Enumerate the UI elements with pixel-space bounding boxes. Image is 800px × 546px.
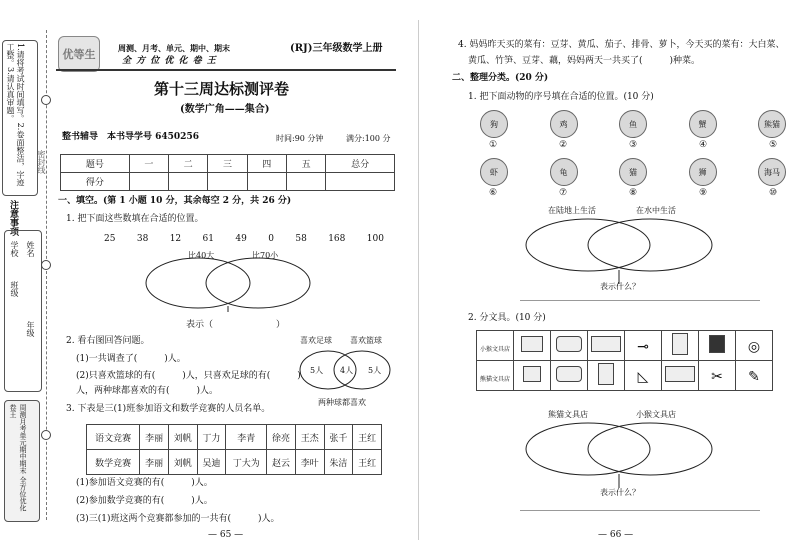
store-cell-panda [477, 361, 514, 391]
notes-box [2, 40, 38, 196]
binding-strip [0, 0, 50, 546]
venn-diagram-numbers [140, 250, 320, 312]
stationery-grid [476, 330, 773, 391]
pencil-icon: ✎ [736, 361, 773, 391]
score-cell[interactable] [286, 173, 325, 191]
score-cell[interactable] [208, 173, 247, 191]
animal-number: ⑧ [628, 188, 638, 198]
field-name: 姓名 [26, 241, 35, 257]
venn2-left-label: 喜欢足球 [300, 336, 332, 345]
punch-hole [41, 95, 51, 105]
r-q1-text: 1. 把下面动物的序号填在合适的位置。(10 分) [468, 92, 654, 102]
competition-table [86, 424, 382, 475]
pencil-case-icon [662, 361, 699, 391]
field-school: 学校 [10, 241, 19, 257]
animal-number: ③ [628, 140, 638, 150]
animal-number: ② [558, 140, 568, 150]
score-header: 二 [169, 155, 208, 173]
table-cell: 刘帆 [168, 425, 197, 450]
brand-text: 周测月考单元期中期末 全方位优化卷王 [9, 404, 27, 512]
table-row [477, 361, 773, 391]
tape-icon: ◎ [736, 331, 773, 361]
q2a-text: (1)一共调查了( )人。 [76, 354, 186, 364]
venn-animals-question: 表示什么？ [600, 282, 640, 291]
number-row [104, 234, 384, 245]
page-title: 第十三周达标测评卷 [154, 80, 290, 98]
venn-diagram-stores [520, 422, 720, 492]
book-icon [588, 361, 625, 391]
venn1-right-label: 比70小 [252, 251, 279, 260]
score-header: 题号 [61, 155, 130, 173]
table-cell: 数学竞赛 [87, 450, 140, 475]
q2-text: 2. 看右图回答问题。 [66, 336, 150, 346]
r-q2-text: 2. 分文具。(10 分) [468, 313, 546, 323]
q2b-line2: 人，两种球都喜欢的有( )人。 [76, 386, 219, 396]
time-label: 时间:90 分钟 [276, 134, 324, 143]
q3c-text: (3)三(1)班这两个竞赛都参加的一共有( )人。 [76, 514, 280, 524]
answer-line[interactable] [520, 300, 760, 301]
score-cell[interactable] [129, 173, 168, 191]
table-cell: 朱洁 [324, 450, 353, 475]
score-cell[interactable] [247, 173, 286, 191]
animal-number: ⑦ [558, 188, 568, 198]
subtitle: 全 方 位 优 化 卷 王 [122, 56, 217, 66]
venn2-left-value: 5人 [310, 366, 324, 375]
score-header: 总分 [326, 155, 395, 173]
number-item: 0 [268, 234, 274, 244]
ruler-triangle-icon: ◺ [625, 361, 662, 391]
score-header: 四 [247, 155, 286, 173]
punch-hole [41, 430, 51, 440]
animal-row-2 [480, 158, 786, 186]
page-gutter [418, 20, 419, 540]
q1-text: 1. 把下面这些数填在合适的位置。 [66, 214, 204, 224]
q3-text: 3. 下表是三(1)班参加语文和数学竞赛的人员名单。 [66, 404, 271, 414]
brand-box [4, 400, 40, 522]
table-cell: 李叶 [295, 450, 324, 475]
fish-icon: 鱼 [619, 110, 647, 138]
table-row [87, 450, 382, 475]
score-row-label: 得分 [61, 173, 130, 191]
venn2-mid-value: 4人 [340, 366, 354, 375]
venn-land-label: 在陆地上生活 [548, 206, 596, 215]
table-cell: 李青 [226, 425, 267, 450]
animal-number: ⑨ [698, 188, 708, 198]
table-cell: 丁力 [197, 425, 226, 450]
table-cell: 王红 [353, 450, 382, 475]
animal-num-row-1 [480, 140, 786, 150]
sharpener-icon [514, 361, 551, 391]
field-class: 班级 [10, 281, 19, 297]
eraser-icon [551, 361, 588, 391]
number-item: 168 [328, 234, 346, 244]
venn2-bottom-label: 两种球都喜欢 [318, 398, 366, 407]
crab-icon: 蟹 [689, 110, 717, 138]
venn2-right-label: 喜欢篮球 [350, 336, 382, 345]
score-table [60, 154, 395, 191]
score-header: 一 [129, 155, 168, 173]
notebook-icon [662, 331, 699, 361]
animal-number: ① [488, 140, 498, 150]
lion-icon: 狮 [689, 158, 717, 186]
table-cell: 王杰 [295, 425, 324, 450]
panda-icon: 熊猫 [758, 110, 786, 138]
animal-number: ④ [698, 140, 708, 150]
field-grade: 年级 [26, 321, 35, 337]
dog-icon: 狗 [480, 110, 508, 138]
venn-water-label: 在水中生活 [636, 206, 676, 215]
score-cell[interactable] [326, 173, 395, 191]
table-cell: 吴迪 [197, 450, 226, 475]
scissors-icon: ✂ [699, 361, 736, 391]
venn2-right-value: 5人 [368, 366, 382, 375]
venn1-right-circle [206, 258, 310, 308]
ink-bottle-icon [699, 331, 736, 361]
q4-line2: 黄瓜、竹笋、豆芽、藕，妈妈两天一共买了( )种菜。 [468, 56, 701, 66]
number-item: 58 [295, 234, 307, 244]
grade-label: (RJ)三年级数学上册 [290, 43, 383, 54]
store-cell-monkey [477, 331, 514, 361]
store-panda-label: 熊猫文具店 [479, 376, 510, 383]
tagline: 周测、月考、单元、期中、期末 [118, 43, 230, 53]
cat-icon: 猫 [619, 158, 647, 186]
q3a-text: (1)参加语文竞赛的有( )人。 [76, 478, 213, 488]
score-header: 五 [286, 155, 325, 173]
table-cell: 丁大为 [226, 450, 267, 475]
section1-title: 一、填空。(第 1 小题 10 分，其余每空 2 分，共 26 分) [58, 196, 292, 206]
notes-text: 1.请将考试时间填写。2.卷面整洁，字迹工整。3.请认真审题。 [6, 43, 25, 187]
venn1-left-label: 比40大 [188, 251, 215, 260]
pencil-case-icon [588, 331, 625, 361]
number-item: 61 [202, 234, 214, 244]
page-number-right: — 66 — [598, 530, 634, 540]
seahorse-icon: 海马 [758, 158, 786, 186]
section2-title: 二、整理分类。(20 分) [452, 73, 549, 83]
number-item: 49 [235, 234, 247, 244]
table-cell: 张千 [324, 425, 353, 450]
number-item: 100 [366, 234, 384, 244]
number-item: 38 [136, 234, 149, 244]
q2b-line1: (2)只喜欢篮球的有( )人，只喜欢足球的有( ) [76, 371, 301, 381]
table-row [87, 425, 382, 450]
table-cell: 李丽 [140, 425, 169, 450]
pencil-icon [514, 331, 551, 361]
q3b-text: (2)参加数学竞赛的有( )人。 [76, 496, 213, 506]
answer-line[interactable] [520, 510, 760, 511]
animal-number: ⑤ [768, 140, 778, 150]
store-monkey-label: 小猴文具店 [479, 346, 510, 353]
venn1-left-circle [146, 258, 250, 308]
venn-diagram-animals [520, 218, 720, 288]
book-info: 整书辅导 本书导学号 6450256 [62, 132, 199, 142]
animal-row-1 [480, 110, 786, 138]
info-fields [4, 230, 42, 392]
table-cell: 徐亮 [267, 425, 296, 450]
score-cell[interactable] [169, 173, 208, 191]
score-header: 三 [208, 155, 247, 173]
magnifier-icon: ⊸ [625, 331, 662, 361]
table-cell: 王红 [353, 425, 382, 450]
number-item: 25 [104, 234, 116, 244]
table-row [477, 331, 773, 361]
table-cell: 赵云 [267, 450, 296, 475]
table-cell: 刘帆 [168, 450, 197, 475]
page-number-left: — 65 — [208, 530, 244, 540]
turtle-icon: 龟 [550, 158, 578, 186]
number-item: 12 [169, 234, 182, 244]
rooster-icon: 鸡 [550, 110, 578, 138]
logo: 优等生 [58, 36, 100, 72]
animal-number: ⑥ [488, 188, 498, 198]
score-label: 满分:100 分 [346, 134, 391, 143]
venn-store-left-label: 熊猫文具店 [548, 410, 588, 419]
venn1-caption: 表示（ ） [186, 320, 286, 330]
caution-label: 注意事项 [8, 200, 18, 236]
table-cell: 李丽 [140, 450, 169, 475]
eraser-icon [551, 331, 588, 361]
q4-line1: 4. 妈妈昨天买的菜有：豆芽、黄瓜、茄子、排骨、萝卜，今天买的菜有：大白菜、 [458, 40, 785, 50]
punch-hole [41, 260, 51, 270]
header-rule [56, 69, 396, 71]
animal-num-row-2 [480, 188, 786, 198]
shrimp-icon: 虾 [480, 158, 508, 186]
venn-store-right-label: 小猴文具店 [636, 410, 676, 419]
venn-stores-question: 表示什么？ [600, 488, 640, 497]
table-cell: 语文竞赛 [87, 425, 140, 450]
seal-line-label: 密封线 [37, 150, 46, 174]
page-subject: (数学广角——集合) [180, 104, 270, 115]
animal-number: ⑩ [768, 188, 778, 198]
